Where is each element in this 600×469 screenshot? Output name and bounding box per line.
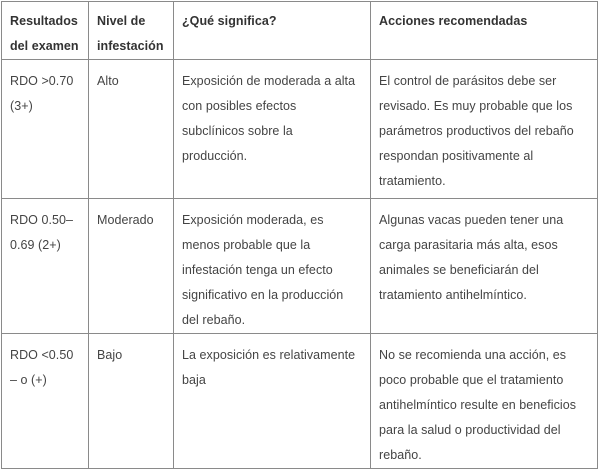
- cell-nivel: Bajo: [89, 334, 174, 469]
- cell-acciones: Algunas vacas pueden tener una carga parasitaria más alta, esos animales se beneficiarán del tratamiento antihelmíntico.: [371, 199, 598, 334]
- cell-significado: Exposición moderada, es menos probable que la infestación tenga un efecto significativo en la producción del rebaño.: [174, 199, 371, 334]
- header-significado: ¿Qué significa?: [174, 2, 371, 60]
- table-row: [2, 60, 598, 199]
- cell-resultado: RDO >0.70 (3+): [2, 60, 89, 199]
- header-resultados: Resultados del examen: [2, 2, 89, 60]
- cell-acciones: El control de parásitos debe ser revisado. Es muy probable que los parámetros productivos del rebaño respondan positivamente al tratamiento.: [371, 60, 598, 199]
- cell-acciones: No se recomienda una acción, es poco probable que el tratamiento antihelmíntico resulte en beneficios para la salud o productividad del rebaño.: [371, 334, 598, 469]
- table-row: [2, 334, 598, 469]
- header-acciones: Acciones recomendadas: [371, 2, 598, 60]
- table-row: [2, 199, 598, 334]
- results-table-container: [1, 1, 597, 462]
- cell-significado: La exposición es relativamente baja: [174, 334, 371, 469]
- cell-nivel: Moderado: [89, 199, 174, 334]
- cell-resultado: RDO 0.50–0.69 (2+): [2, 199, 89, 334]
- cell-significado: Exposición de moderada a alta con posibles efectos subclínicos sobre la producción.: [174, 60, 371, 199]
- results-table: [1, 1, 598, 469]
- header-nivel: Nivel de infestación: [89, 2, 174, 60]
- cell-nivel: Alto: [89, 60, 174, 199]
- table-header-row: [2, 2, 598, 60]
- cell-resultado: RDO <0.50 – o (+): [2, 334, 89, 469]
